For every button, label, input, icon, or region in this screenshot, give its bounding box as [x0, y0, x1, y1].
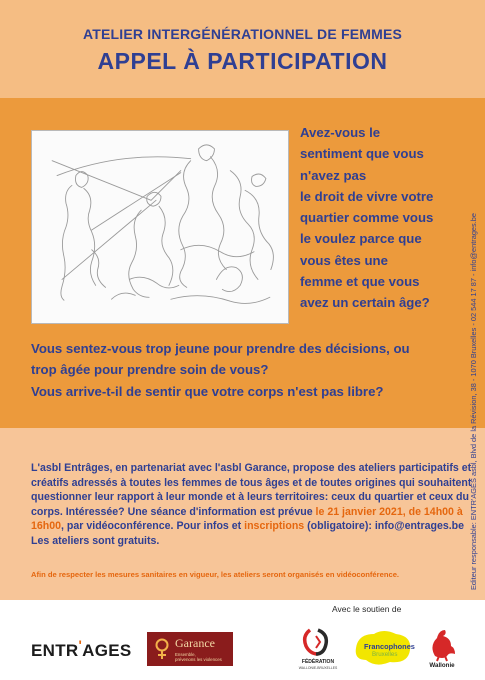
entrages-logo-apostrophe: '	[78, 637, 83, 653]
question-line: Vous sentez-vous trop jeune pour prendre des décisions, ou	[31, 341, 410, 356]
fwb-emblem-icon	[296, 626, 340, 658]
wallonie-logo	[425, 626, 459, 672]
question-line: n'avez pas	[300, 167, 367, 183]
paragraph-line: questionner leur rapport à leur monde et à leurs territoires: ceux du quartier et ceux du	[31, 491, 469, 504]
francophones-bruxelles-logo	[350, 628, 416, 668]
questions-wide	[31, 338, 451, 402]
paragraph-line	[31, 519, 465, 534]
bruxelles-text: Bruxelles	[372, 651, 398, 658]
event-date: le 21 janvier 2021, de 14h00 à	[315, 505, 463, 518]
entrages-logo-post: AGES	[82, 641, 132, 660]
inscriptions-text: inscriptions	[244, 520, 305, 533]
question-line: quartier comme vous	[300, 210, 434, 226]
publisher-side-text	[463, 138, 478, 590]
wallonie-text: Wallonie	[429, 662, 455, 669]
info-paragraph	[31, 461, 472, 549]
entrages-logo	[31, 637, 132, 661]
question-line: le droit de vivre votre	[300, 188, 434, 204]
entrages-logo-pre: ENTR	[31, 641, 79, 660]
publisher-text: Editeur responsable: ENTR'AGES asbl, Blvd de la Révision, 38 - 1070 Bruxelles - 02 544 17 87 - info@entrages.be	[469, 212, 478, 590]
paragraph-line: créatifs adressés à toutes les femmes de tous âges et de toutes origines qui souhaitent	[31, 476, 472, 489]
header-title: APPEL À PARTICIPATION	[97, 48, 388, 74]
figures-drawing	[32, 131, 288, 323]
support-label: Avec le soutien de	[332, 604, 402, 614]
question-line: le voulez parce que	[300, 231, 422, 247]
header-band	[0, 0, 485, 98]
francophones-text: Francophones	[364, 642, 415, 651]
event-time-end: 16h00	[31, 520, 62, 533]
venus-icon	[153, 637, 171, 661]
line-drawing-illustration	[31, 130, 289, 324]
paragraph-text: corps. Intéressée? Une séance d'information est prévue	[31, 505, 313, 518]
federation-wallonie-bruxelles-logo	[296, 626, 340, 674]
garance-tagline	[175, 652, 222, 662]
garance-tag1: Ensemble,	[175, 652, 196, 657]
question-line: Avez-vous le	[300, 125, 381, 140]
fed-name: FÉDÉRATION	[301, 659, 335, 665]
question-line: avez un certain âge?	[300, 295, 430, 311]
paragraph-line	[31, 505, 463, 520]
question-line: vous êtes une	[300, 252, 388, 268]
paragraph-line: L'asbl Entrâges, en partenariat avec l'asbl Garance, propose des ateliers participatifs et	[31, 462, 472, 474]
paragraph-text: (obligatoire):	[307, 520, 372, 533]
questions-right-column	[300, 122, 460, 314]
email-link[interactable]: info@entrages.be	[374, 520, 465, 533]
paragraph-line: Les ateliers sont gratuits.	[31, 534, 160, 547]
garance-name: Garance	[175, 636, 215, 650]
header-supertitle: ATELIER INTERGÉNÉRATIONNEL DE FEMMES	[82, 26, 403, 42]
paragraph-text: , par vidéoconférence. Pour infos et	[61, 520, 242, 533]
question-line: trop âgée pour prendre soin de vous?	[31, 362, 269, 378]
question-line: sentiment que vous	[300, 146, 424, 162]
question-line: femme et que vous	[300, 274, 420, 290]
fed-sub: WALLONIE-BRUXELLES	[298, 666, 338, 670]
garance-logo	[147, 632, 233, 666]
question-line: Vous arrive-t-il de sentir que votre corps n'est pas libre?	[31, 383, 384, 399]
sanitary-note: Afin de respecter les mesures sanitaires en vigueur, les ateliers seront organisés en vidéoconférence.	[31, 570, 400, 579]
rooster-icon	[425, 626, 459, 662]
garance-tag2: prévenons les violences	[175, 657, 222, 662]
